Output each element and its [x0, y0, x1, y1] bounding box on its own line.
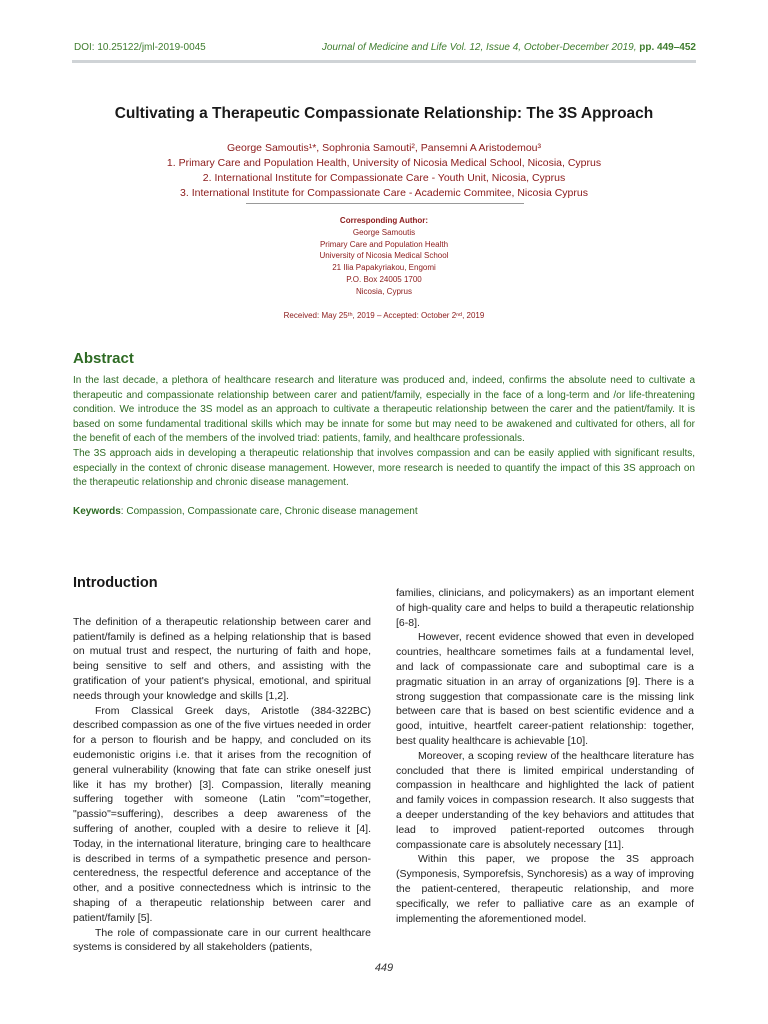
article-title: Cultivating a Therapeutic Compassionate Relationship: The 3S Approach: [114, 105, 654, 122]
author-block: [0, 141, 768, 201]
text-column-left: [73, 576, 371, 955]
abstract-paragraph: In the last decade, a plethora of healthcare research and literature was produced and, indeed, confirms the absolute need to cultivate a therapeutic and compassionate relationship between carer and patient/family, especially in the face of a long-term and /or life-threatening condition. We introduce the 3S model as an approach to cultivate a therapeutic relationship between the carer and the patient/family. It is based on some fundamental traditional skills which may be innate for some but may need to be awakened and cultivated for others, all for the benefit of each of the members of the involved triad: patients, family, and healthcare professionals.: [73, 375, 695, 445]
abstract-heading: Abstract: [73, 350, 134, 367]
affiliation-2: 2. International Institute for Compassionate Care - Youth Unit, Nicosia, Cyprus: [202, 172, 566, 184]
text-column-right: [396, 586, 694, 926]
corresponding-line: P.O. Box 24005 1700: [346, 274, 422, 284]
corresponding-line: Primary Care and Population Health: [319, 239, 449, 249]
running-header: [74, 42, 696, 60]
body-paragraph: Moreover, a scoping review of the healthcare literature has concluded that there is limited empirical understanding of compassion in healthcare and highlighted the lack of patient and family voices in compassion research. It also suggests that a deeper understanding of the key behaviors and attitudes that lead to improved patient-reported outcomes through compassionate care is absolutely necessary [11].: [396, 749, 694, 851]
affiliation-3: 3. International Institute for Compassionate Care - Academic Commitee, Nicosia Cyprus: [180, 187, 588, 199]
affiliation-1: 1. Primary Care and Population Health, University of Nicosia Medical School, Nicosia, Cyprus: [166, 157, 602, 169]
body-paragraph: However, recent evidence showed that even in developed countries, healthcare sometimes fails at a fundamental level, and lack of compassionate care and suboptimal care is a pragmatic situation in an array of organizations [9]. There is a strong suggestion that compassionate care is the missing link between care that is based on best scientific evidence and a good, intuitive, heartfelt career-patient relationship: together, best quality healthcare is achievable [10].: [396, 631, 694, 747]
affiliation-divider: [246, 203, 524, 204]
received-dates: Received: May 25ᵗʰ, 2019 – Accepted: October 2ⁿᵈ, 2019: [283, 311, 485, 320]
corresponding-heading: Corresponding Author:: [339, 216, 429, 225]
keywords-label: Keywords: [73, 506, 121, 517]
corresponding-line: Nicosia, Cyprus: [355, 286, 412, 296]
header-rule: [72, 60, 696, 63]
keywords-list: : Compassion, Compassionate care, Chronic disease management: [120, 506, 418, 517]
introduction-heading: Introduction: [73, 575, 158, 591]
body-paragraph: The definition of a therapeutic relationship between carer and patient/family is defined as a helping relationship that is based on mutual trust and respect, the nurturing of faith and hope, being sensitive to self and others, and assisting with the gratification of your patient's physical, emotional, and spiritual needs through your knowledge and skills [1,2].: [73, 615, 371, 702]
corresponding-line: 21 Ilia Papakyriakou, Engomi: [332, 263, 436, 273]
corresponding-author: [0, 215, 768, 298]
author-list: George Samoutis¹*, Sophronia Samouti², Pansemni A Aristodemou³: [227, 142, 541, 154]
abstract-paragraph: The 3S approach aids in developing a therapeutic relationship that involves compassion and can be easily applied with significant results, especially in the context of chronic disease management. However, more research is needed to quantify the impact of this 3S approach on the therapeutic relationship and chronic disease management.: [73, 447, 695, 489]
keywords: [73, 506, 418, 517]
body-paragraph: From Classical Greek days, Aristotle (384-322BC) described compassion as one of the five virtues needed in order for a person to flourish and be happy, and concluded on its eudemonistic origins i.e. that it arises from the recognition of general vulnerability (knowing that fate can strike oneself just like it has my brother) [3]. Compassion, literally meaning suffering together with someone (Latin "com"=together, "passio"=suffering), describes a deep awareness of the suffering of another, coupled with a desire to relieve it [4]. Today, in the international literature, bringing care to healthcare is described in terms of a sympathetic presence and person-centeredness, the respectful deference and acceptance of the other, and a positive connectedness which is intrinsic to the shaping of a therapeutic relationship between carer and patient/family [5].: [73, 704, 371, 924]
corresponding-line: University of Nicosia Medical School: [319, 251, 449, 261]
body-paragraph: Within this paper, we propose the 3S approach (Symponesis, Symporefsis, Synchoresis) as a way of improving the patient-centered, therapeutic relationship, and more specifically, we refer to palliative care as an example of implementing the aforementioned model.: [396, 853, 694, 925]
page-range: pp. 449–452: [639, 42, 696, 53]
journal-name: Journal of Medicine and Life Vol. 12, Issue 4, October-December 2019,: [321, 42, 637, 53]
body-paragraph: families, clinicians, and policymakers) as an important element of high-quality care and helps to build a therapeutic relationship [6-8].: [396, 587, 694, 629]
corresponding-line: George Samoutis: [352, 227, 416, 237]
doi-link[interactable]: DOI: 10.25122/jml-2019-0045: [74, 42, 206, 53]
abstract-body: [73, 374, 695, 491]
page-number: 449: [374, 962, 394, 974]
journal-citation: [322, 42, 696, 53]
body-paragraph: The role of compassionate care in our current healthcare systems is considered by all stakeholders (patients,: [73, 926, 371, 954]
